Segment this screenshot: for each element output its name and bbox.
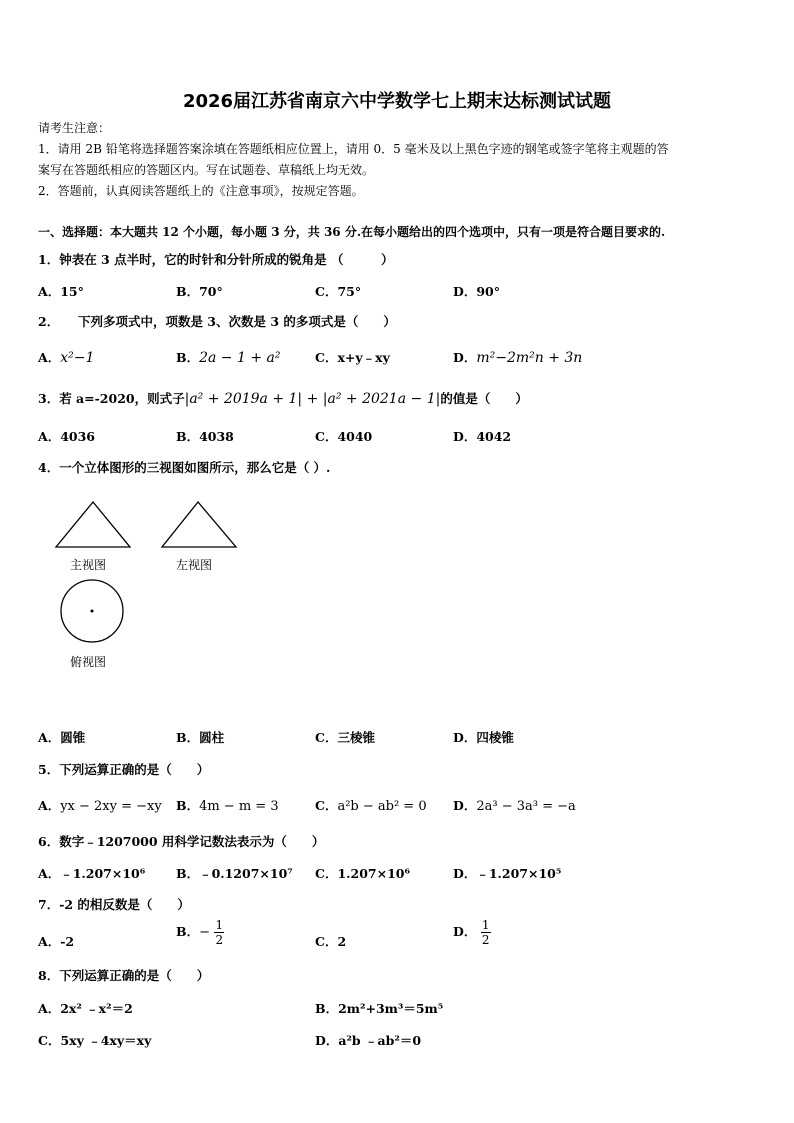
q2-option-d-expr: m²−2m²n + 3n: [476, 350, 583, 366]
q2-option-d[interactable]: [453, 348, 582, 366]
q6-option-c[interactable]: C．1.207×10⁶: [315, 866, 410, 881]
q7-option-a[interactable]: A．-2: [38, 934, 75, 949]
q4-option-b[interactable]: B．圆柱: [176, 730, 225, 745]
q5-option-b[interactable]: [176, 796, 279, 814]
q5-option-c-label: C．: [315, 798, 338, 813]
three-view-figure: [50, 498, 250, 673]
q5-option-a-expr: yx − 2xy = −xy: [60, 799, 162, 814]
q5-option-a[interactable]: [38, 796, 162, 814]
q7-option-d-numerator: 1: [481, 918, 490, 932]
q6-option-b[interactable]: B．﹣0.1207×10⁷: [176, 866, 293, 881]
q2-option-d-label: D．: [453, 350, 477, 365]
q7-option-b-sign: −: [199, 925, 210, 940]
question-5-stem: 5．下列运算正确的是（ ）: [38, 762, 210, 777]
q7-option-d-label: D．: [453, 924, 477, 939]
q7-option-c[interactable]: C．2: [315, 934, 347, 949]
left-view-triangle: [162, 502, 236, 547]
q5-option-c-expr: a²b − ab² = 0: [337, 799, 427, 814]
q8-option-c[interactable]: C．5xy ﹣4xy＝xy: [38, 1033, 152, 1048]
q7-option-b-label: B．: [176, 924, 200, 939]
q1-option-c[interactable]: C．75°: [315, 284, 362, 299]
q5-option-b-expr: 4m − m = 3: [199, 799, 279, 814]
q5-option-c[interactable]: [315, 796, 427, 814]
front-view-caption: 主视图: [70, 558, 107, 572]
q2-option-b-label: B．: [176, 350, 200, 365]
section-heading: 一、选择题：本大题共 12 个小题，每小题 3 分，共 36 分.在每小题给出的四个选项中，只有一项是符合题目要求的.: [38, 225, 666, 239]
question-1-stem: 1．钟表在 3 点半时，它的时针和分针所成的锐角是 （ ）: [38, 252, 394, 267]
q3-option-d[interactable]: D．4042: [453, 429, 512, 444]
q8-option-a[interactable]: A．2x² ﹣x²＝2: [38, 1001, 133, 1016]
q8-option-b[interactable]: B．2m²+3m³＝5m⁵: [315, 1001, 444, 1016]
q5-option-b-label: B．: [176, 798, 200, 813]
question-7-stem: 7．-2 的相反数是（ ）: [38, 897, 190, 912]
q2-option-a-expr: x²−1: [60, 350, 95, 366]
q7-option-d-denominator: 2: [481, 933, 490, 947]
q7-option-b-fraction: [214, 918, 224, 947]
q2-option-b[interactable]: [176, 348, 280, 366]
q7-option-d-fraction: [481, 918, 491, 947]
question-4-stem: 4．一个立体图形的三视图如图所示，那么它是（ ）.: [38, 460, 331, 475]
question-2-stem: 2． 下列多项式中，项数是 3、次数是 3 的多项式是（ ）: [38, 314, 396, 329]
question-6-stem: 6．数字﹣1207000 用科学记数法表示为（ ）: [38, 834, 325, 849]
q5-option-a-label: A．: [38, 798, 61, 813]
q3-option-c[interactable]: C．4040: [315, 429, 373, 444]
q1-option-a[interactable]: A．15°: [38, 284, 84, 299]
q1-option-d[interactable]: D．90°: [453, 284, 500, 299]
q7-option-b-numerator: 1: [215, 918, 224, 932]
q7-option-d[interactable]: [453, 918, 491, 947]
q7-option-b-denominator: 2: [215, 933, 224, 947]
question-8-stem: 8．下列运算正确的是（ ）: [38, 968, 210, 983]
q6-option-a[interactable]: A．﹣1.207×10⁶: [38, 866, 146, 881]
page-title: 2026届江苏省南京六中学数学七上期末达标测试试题: [182, 91, 612, 112]
question-3-stem: [38, 389, 528, 407]
q5-option-d[interactable]: [453, 796, 576, 814]
q2-option-b-expr: 2a − 1 + a²: [199, 350, 281, 366]
top-view-caption: 俯视图: [70, 655, 107, 669]
q2-option-a[interactable]: [38, 348, 94, 366]
q6-option-d[interactable]: D．﹣1.207×10⁵: [453, 866, 562, 881]
q4-option-a[interactable]: A．圆锥: [38, 730, 86, 745]
notice-line-1a: 1．请用 2B 铅笔将选择题答案涂填在答题纸相应位置上，请用 0．5 毫米及以上黑色字迹的钢笔或签字笔将主观题的答: [38, 142, 669, 156]
q5-option-d-expr: 2a³ − 3a³ = −a: [476, 799, 576, 814]
q3-expression: |a² + 2019a + 1| + |a² + 2021a − 1|: [184, 391, 441, 407]
notice-line-1b: 案写在答题纸相应的答题区内。写在试题卷、草稿纸上均无效。: [38, 163, 375, 177]
q5-option-d-label: D．: [453, 798, 477, 813]
q3-prefix: 3．若 a=-2020，则式子: [38, 391, 185, 406]
q4-option-d[interactable]: D．四棱锥: [453, 730, 514, 745]
q3-option-a[interactable]: A．4036: [38, 429, 95, 444]
q3-suffix: 的值是（ ）: [440, 391, 528, 406]
q3-option-b[interactable]: B．4038: [176, 429, 234, 444]
q1-option-b[interactable]: B．70°: [176, 284, 223, 299]
q2-option-a-label: A．: [38, 350, 61, 365]
notice-line-2: 2．答题前，认真阅读答题纸上的《注意事项》，按规定答题。: [38, 184, 364, 198]
q7-option-b[interactable]: [176, 918, 224, 947]
left-view-caption: 左视图: [176, 558, 213, 572]
top-view-center-dot: [91, 610, 94, 613]
notice-heading: 请考生注意：: [38, 121, 111, 135]
front-view-triangle: [56, 502, 130, 547]
q8-option-d[interactable]: D．a²b ﹣ab²＝0: [315, 1033, 422, 1048]
q4-option-c[interactable]: C．三棱锥: [315, 730, 375, 745]
q2-option-c[interactable]: C．x+y﹣xy: [315, 350, 390, 365]
